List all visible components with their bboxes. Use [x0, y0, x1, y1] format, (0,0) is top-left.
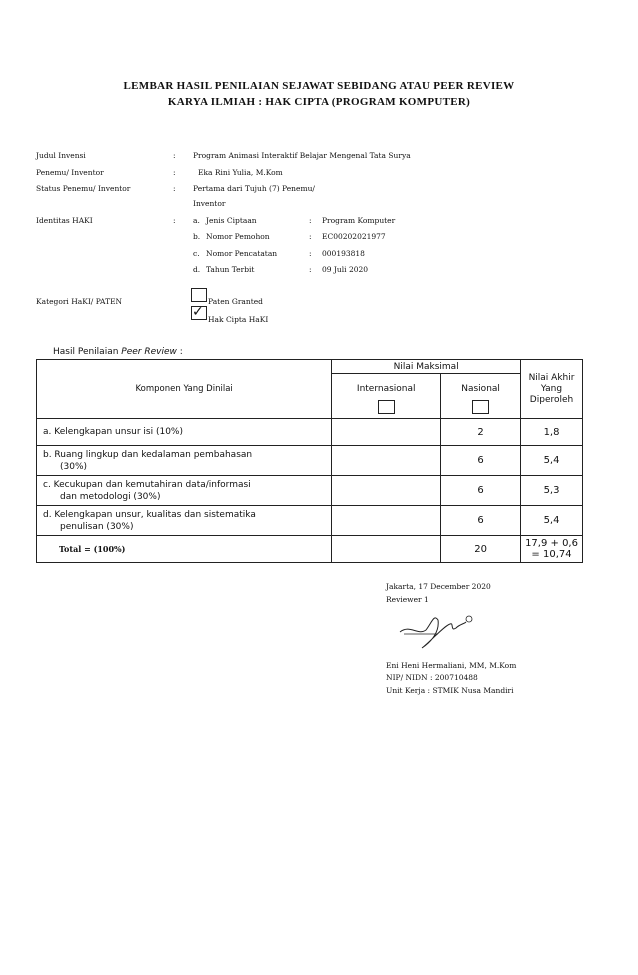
judul-value: Program Animasi Interaktif Belajar Mengenal Tata Surya [193, 151, 411, 160]
identitas-separator: : [173, 216, 176, 225]
paten-granted-checkbox[interactable] [191, 288, 207, 302]
final-score: 5,3 [521, 476, 583, 506]
identitas-separator: : [309, 232, 312, 241]
final-score: 5,4 [521, 446, 583, 476]
identitas-letter: a. [193, 216, 200, 225]
status-value-line1: Pertama dari Tujuh (7) Penemu/ [193, 184, 315, 193]
penemu-label: Penemu/ Inventor [36, 168, 104, 177]
international-total [332, 536, 441, 563]
checkmark-icon: ✓ [192, 304, 204, 320]
signature-image [398, 610, 478, 652]
signature-stroke [400, 618, 466, 648]
identitas-item-label: Nomor Pemohon [206, 232, 270, 241]
national-total: 20 [441, 536, 521, 563]
final-score: 1,8 [521, 419, 583, 446]
international-score [332, 476, 441, 506]
review-table [36, 359, 583, 563]
reviewer-nip: NIP/ NIDN : 200710488 [386, 673, 478, 682]
national-score: 6 [441, 446, 521, 476]
identitas-item-label: Tahun Terbit [206, 265, 255, 274]
international-score [332, 506, 441, 536]
national-score: 2 [441, 419, 521, 446]
status-separator: : [173, 184, 176, 193]
identitas-label: Identitas HAKI [36, 216, 93, 225]
identitas-item-value: Program Komputer [322, 216, 396, 225]
international-score [332, 419, 441, 446]
identitas-item-label: Nomor Pencatatan [206, 249, 278, 258]
header-component: Komponen Yang Dinilai [37, 360, 332, 419]
judul-label: Judul Invensi [36, 151, 86, 160]
identitas-letter: d. [193, 265, 201, 274]
review-intro-prefix: Hasil Penilaian [53, 347, 122, 357]
table-row [37, 506, 583, 536]
table-row [37, 419, 583, 446]
identitas-separator: : [309, 249, 312, 258]
hak-cipta-checkbox[interactable] [191, 306, 207, 320]
criterion-text-cont: dan metodologi (30%) [60, 491, 161, 502]
identitas-item-value: 000193818 [322, 249, 365, 258]
header-final [521, 360, 583, 419]
header-final-line1: Nilai Akhir [528, 372, 575, 383]
table-row [37, 476, 583, 506]
identitas-item-value: 09 Juli 2020 [322, 265, 369, 274]
reviewer-unit: Unit Kerja : STMIK Nusa Mandiri [386, 686, 514, 695]
international-checkbox[interactable] [378, 400, 395, 414]
review-intro-suffix: : [176, 347, 183, 357]
national-score: 6 [441, 476, 521, 506]
document-title: LEMBAR HASIL PENILAIAN SEJAWAT SEBIDANG ATAU PEER REVIEW [123, 80, 515, 92]
criterion-cell [37, 419, 332, 446]
identitas-item-value: EC00202021977 [322, 232, 386, 241]
final-total-line2: = 10,74 [531, 549, 572, 560]
final-score: 5,4 [521, 506, 583, 536]
national-score: 6 [441, 506, 521, 536]
criterion-cell [37, 506, 332, 536]
reviewer-name: Eni Heni Hermaliani, MM, M.Kom [386, 661, 517, 670]
national-checkbox[interactable] [472, 400, 489, 414]
identitas-letter: c. [193, 249, 200, 258]
final-total [521, 536, 583, 563]
criterion-text: d. Kelengkapan unsur, kualitas dan sistematika [43, 509, 256, 520]
review-intro [53, 347, 183, 357]
criterion-cell [37, 446, 332, 476]
header-international [332, 374, 441, 419]
place-date: Jakarta, 17 December 2020 [386, 582, 491, 591]
penemu-value: Eka Rini Yulia, M.Kom [198, 168, 283, 177]
header-max: Nilai Maksimal [332, 360, 521, 374]
total-row [37, 536, 583, 563]
review-intro-italic: Peer Review [121, 347, 177, 357]
criterion-text: b. Ruang lingkup dan kedalaman pembahasan [43, 449, 253, 460]
total-label: Total = (100%) [37, 536, 332, 563]
reviewer-label: Reviewer 1 [386, 595, 429, 604]
criterion-text-cont: penulisan (30%) [60, 521, 134, 532]
document-subtitle: KARYA ILMIAH : HAK CIPTA (PROGRAM KOMPUTER) [167, 96, 471, 108]
signature-mark [466, 616, 472, 622]
hak-cipta-label: Hak Cipta HaKI [208, 315, 269, 324]
identitas-separator: : [309, 216, 312, 225]
penemu-separator: : [173, 168, 176, 177]
header-national-label: Nasional [461, 384, 500, 394]
criterion-text-cont: (30%) [60, 461, 88, 472]
judul-separator: : [173, 151, 176, 160]
identitas-letter: b. [193, 232, 201, 241]
identitas-separator: : [309, 265, 312, 274]
criterion-text: c. Kecukupan dan kemutahiran data/informasi [43, 479, 251, 490]
paten-granted-label: Paten Granted [208, 297, 263, 306]
identitas-item-label: Jenis Ciptaan [206, 216, 257, 225]
status-value-line2: Inventor [193, 199, 226, 208]
criterion-cell [37, 476, 332, 506]
header-final-line3: Diperoleh [529, 394, 574, 405]
table-row [37, 446, 583, 476]
header-national [441, 374, 521, 419]
header-international-label: Internasional [356, 384, 416, 394]
international-score [332, 446, 441, 476]
final-total-line1: 17,9 + 0,6 [525, 538, 578, 549]
criterion-text: a. Kelengkapan unsur isi (10%) [43, 427, 183, 437]
status-label: Status Penemu/ Inventor [36, 184, 131, 193]
header-final-line2: Yang [540, 383, 563, 394]
kategori-label: Kategori HaKI/ PATEN [36, 297, 123, 306]
